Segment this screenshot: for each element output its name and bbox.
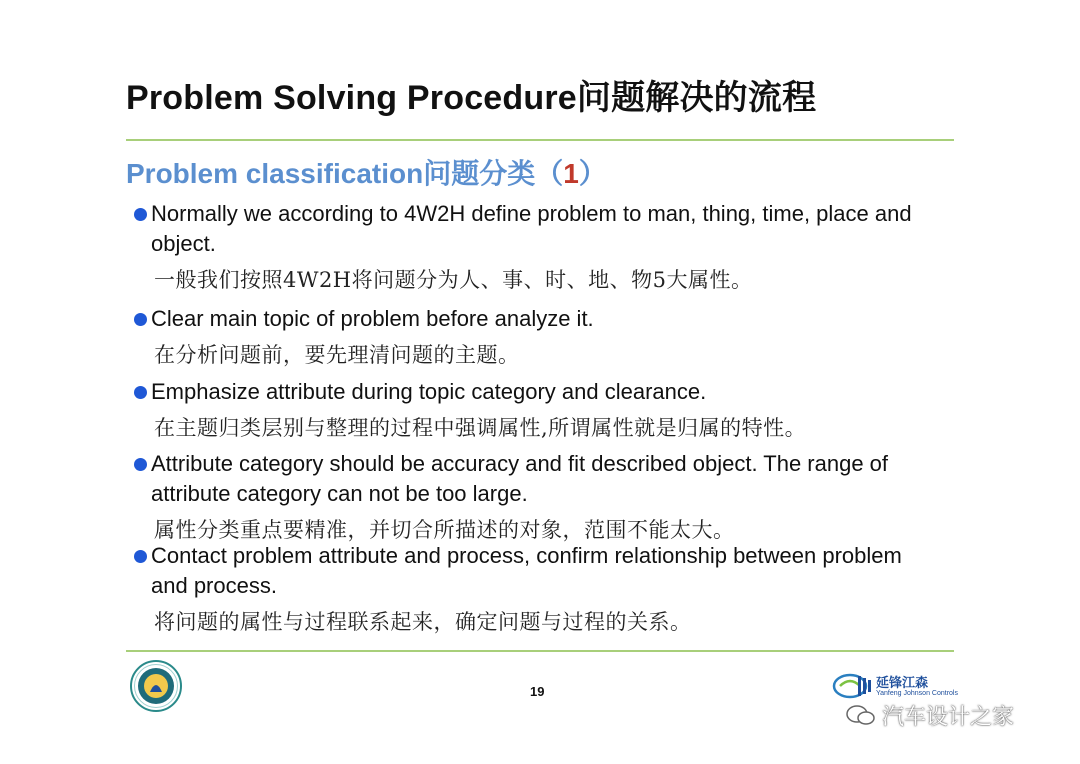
bullet-item <box>134 377 940 443</box>
bullet-item <box>134 449 940 545</box>
bullet-english: Attribute category should be accuracy and fit described object. The range of attribute category can not be too large. <box>151 451 889 506</box>
bullet-chinese: 在主题归类层别与整理的过程中强调属性,所谓属性就是归属的特性。 <box>154 416 807 440</box>
bullet-dot-icon <box>134 208 147 221</box>
bullet-dot-icon <box>134 458 147 471</box>
section-subtitle <box>126 152 607 192</box>
company-seal-logo <box>130 660 182 712</box>
bullet-chinese: 属性分类重点要精准，并切合所描述的对象，范围不能太大。 <box>154 518 735 542</box>
bullet-chinese: 一般我们按照4W2H将问题分为人、事、时、地、物5大属性。 <box>154 268 753 292</box>
bullet-item <box>134 541 940 637</box>
bullet-english: Normally we according to 4W2H define problem to man, thing, time, place and object. <box>151 201 912 256</box>
brand-name: 延锋江森 <box>876 675 929 690</box>
title-divider <box>126 139 954 141</box>
bullet-dot-icon <box>134 386 147 399</box>
bullet-english: Emphasize attribute during topic category and clearance. <box>151 379 707 404</box>
footer-divider <box>126 650 954 652</box>
watermark-text <box>882 700 1014 731</box>
page-number: 19 <box>530 684 545 699</box>
bullet-dot-icon <box>134 313 147 326</box>
bullet-english: Contact problem attribute and process, confirm relationship between problem and process. <box>151 543 902 598</box>
slide-title: Problem Solving Procedure问题解决的流程 <box>126 79 817 117</box>
bullet-english: Clear main topic of problem before analyze it. <box>151 306 594 331</box>
subtitle-close: ） <box>578 158 607 189</box>
brand-emblem-icon <box>832 668 874 704</box>
bullet-dot-icon <box>134 550 147 563</box>
bullet-item <box>134 199 940 295</box>
subtitle-text: Problem classification问题分类（ <box>126 158 564 189</box>
bullet-chinese: 在分析问题前，要先理清问题的主题。 <box>154 343 520 367</box>
watermark-label: 汽车设计之家 <box>882 704 1015 729</box>
bullet-item <box>134 304 940 370</box>
bullet-chinese: 将问题的属性与过程联系起来，确定问题与过程的关系。 <box>154 610 692 634</box>
subtitle-number: 1 <box>563 158 579 189</box>
brand-name-english: Yanfeng Johnson Controls <box>876 690 958 697</box>
wechat-icon <box>846 704 876 726</box>
